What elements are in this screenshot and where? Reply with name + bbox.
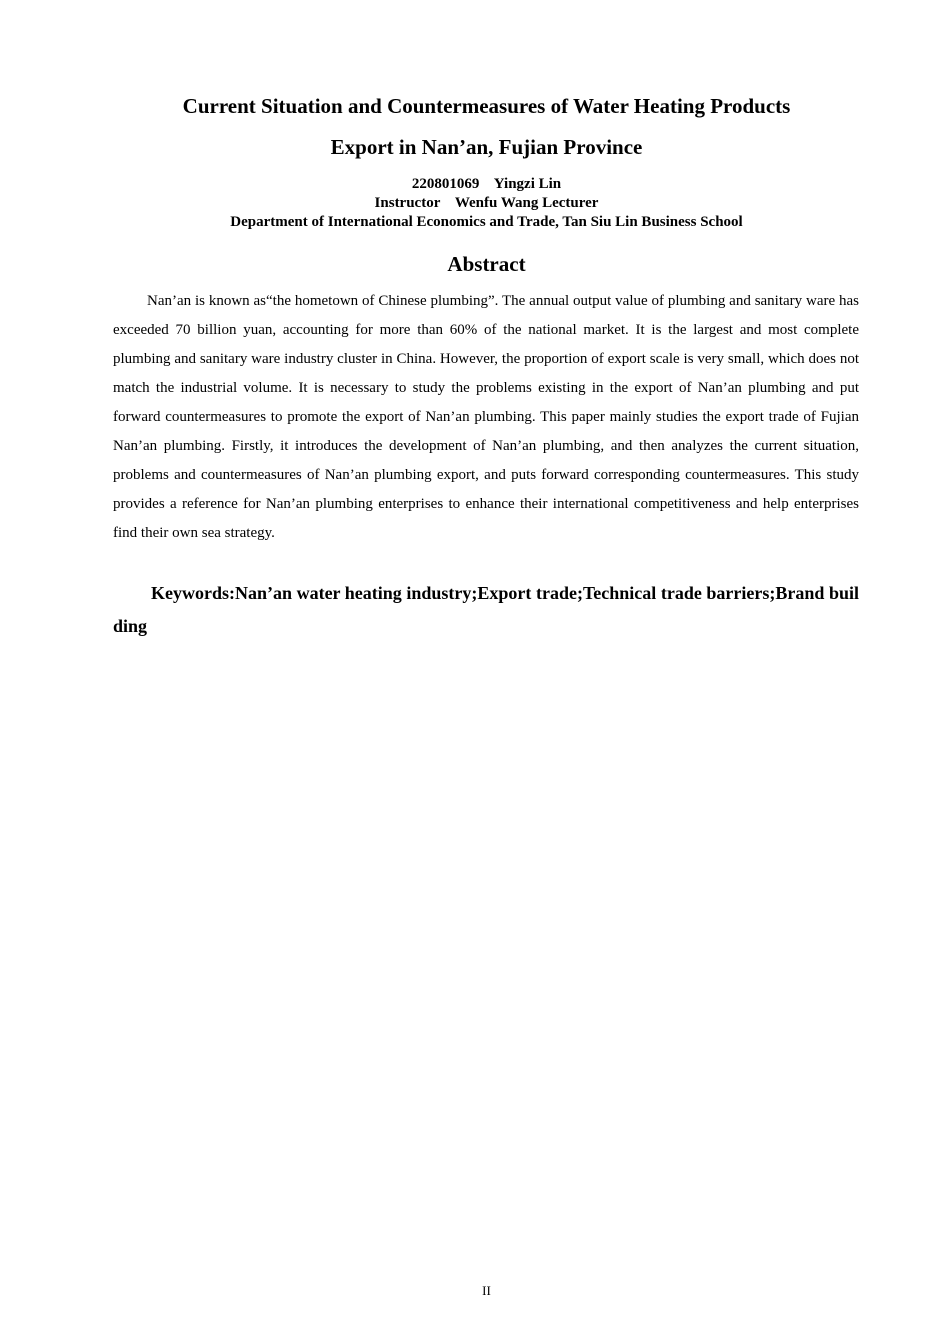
department-line: Department of International Economics and Trade, Tan Siu Lin Business School — [230, 214, 743, 230]
abstract-body: Nan’an is known as“the hometown of Chinese plumbing”. The annual output value of plumbing and sanitary ware has exceeded 70 billion yuan, accounting for more than 60% of the national market. It is the largest and most complete plumbing and sanitary ware industry cluster in China. However, the proportion of export scale is very small, which does not match the industrial volume. It is necessary to study the problems existing in the export of Nan’an plumbing and put forward countermeasures to promote the export of Nan’an plumbing. This paper mainly studies the export trade of Fujian Nan’an plumbing. Firstly, it introduces the development of Nan’an plumbing, and then analyzes the current situation, problems and countermeasures of Nan’an plumbing export, and puts forward corresponding countermeasures. This study provides a reference for Nan’an plumbing enterprises to enhance their international competitiveness and help enterprises find their own sea strategy. — [113, 293, 859, 541]
author-line: 220801069 Yingzi Lin — [411, 176, 562, 192]
abstract-heading: Abstract — [447, 252, 526, 276]
paper-title-line-2: Export in Nan’an, Fujian Province — [330, 135, 643, 159]
page-number: II — [482, 1283, 491, 1298]
instructor-line: Instructor Wenfu Wang Lecturer — [374, 195, 599, 211]
paper-title-line-1: Current Situation and Countermeasures of Water Heating Products — [182, 94, 791, 118]
keywords-line: Keywords:Nan’an water heating industry;Export trade;Technical trade barriers;Brand building — [113, 583, 859, 636]
